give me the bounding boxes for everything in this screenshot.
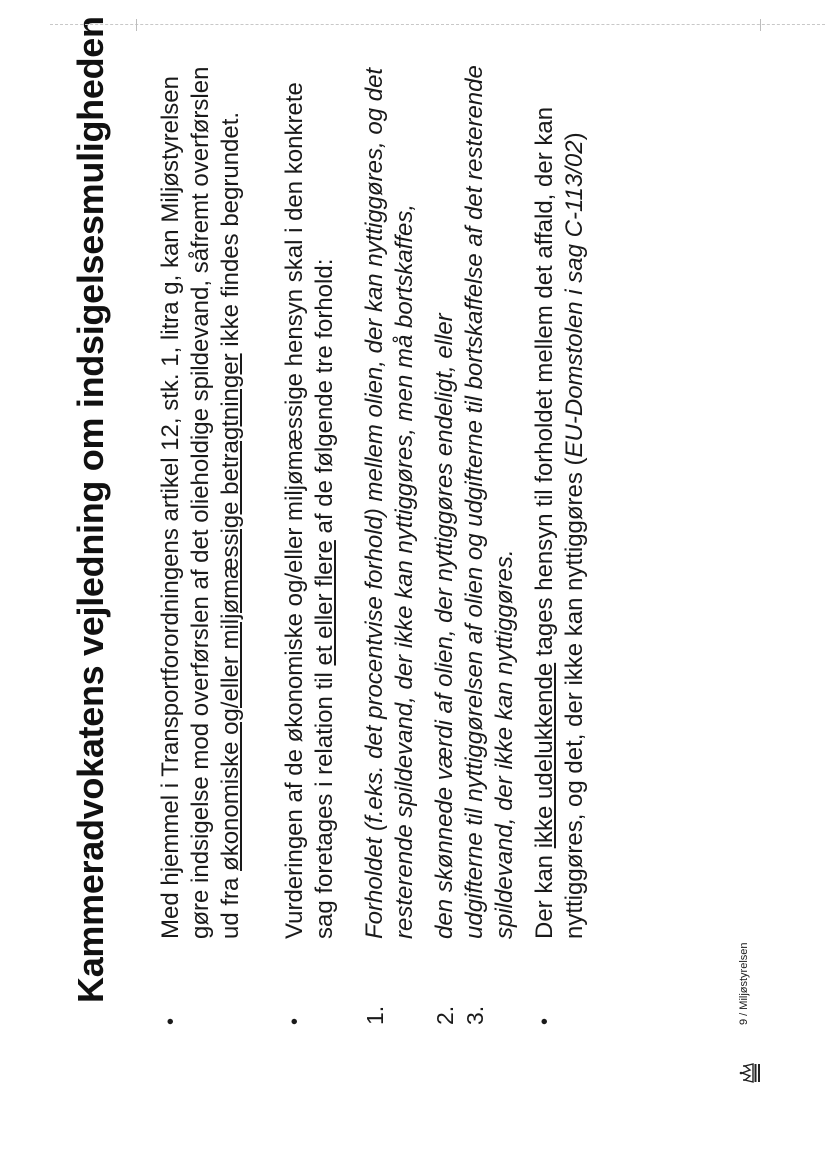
list-number: 1. bbox=[362, 1005, 388, 1025]
list-item-text: Forholdet (f.eks. det procentvise forhold) mellem olien, der kan nyttiggøres, og det resterende spildevand, der ikke kan nyttiggøres, men må bortskaffes, bbox=[361, 67, 418, 939]
footer bbox=[690, 885, 780, 1085]
numbered-list bbox=[360, 45, 520, 1025]
list-item-text: udgifterne til nyttiggørelsen af olien og udgifterne til bortskaffelse af det resterende spildevand, der ikke kan nyttiggøres. bbox=[461, 65, 518, 939]
bullet-marker: • bbox=[160, 1017, 182, 1025]
text-segment: Der kan bbox=[531, 848, 558, 939]
underlined-phrase: et eller flere bbox=[311, 540, 338, 666]
fold-divider bbox=[50, 24, 826, 25]
list-item bbox=[430, 45, 460, 1025]
paragraph-konklusion bbox=[530, 45, 590, 1025]
text-segment: Vurderingen af de økonomiske og/eller miljømæssige hensyn skal i den konkrete sag foretages i relation til bbox=[281, 82, 338, 939]
rotated-slide bbox=[60, 0, 780, 1085]
paragraph-text bbox=[156, 45, 246, 939]
crown-logo-icon bbox=[738, 1061, 762, 1085]
list-number: 3. bbox=[462, 1005, 488, 1025]
fold-tick bbox=[136, 19, 137, 31]
paragraph-text bbox=[530, 45, 590, 939]
paragraph-hjemmel bbox=[156, 45, 246, 1025]
case-reference: EU-Domstolen i sag C-113/02 bbox=[561, 140, 588, 458]
text-segment: ) bbox=[561, 132, 588, 141]
text-segment: af de følgende tre forhold: bbox=[311, 258, 338, 541]
footer-text: 9 / Miljøstyrelsen bbox=[738, 942, 750, 1025]
list-item bbox=[360, 45, 420, 1025]
paragraph-text bbox=[280, 45, 340, 939]
page-title: Kammeradvokatens vejledning om indsigelsesmuligheden bbox=[70, 16, 111, 1003]
text-segment: Med hjemmel i Transportforordningens artikel 12, stk. 1, litra g, kan Miljøstyrelsen gøre indsigelse mod overførslen af det olieholdige spildevand, såfremt overførslen ud fra bbox=[157, 66, 244, 939]
underlined-phrase: ikke udelukkende bbox=[531, 662, 558, 849]
paragraph-vurdering bbox=[280, 45, 340, 1025]
bullet-marker: • bbox=[534, 1017, 556, 1025]
text-segment: tages hensyn til forholdet mellem det affald, der kan nyttiggøres, og det, der ikke kan nyttiggøres ( bbox=[531, 106, 588, 939]
underlined-phrase: økonomiske og/eller miljømæssige betragtninger bbox=[217, 353, 244, 871]
list-item bbox=[460, 45, 520, 1025]
list-item-text: den skønnede værdi af olien, der nyttiggøres endeligt, eller bbox=[431, 313, 458, 939]
bullet-marker: • bbox=[284, 1017, 306, 1025]
fold-tick bbox=[760, 19, 761, 31]
text-segment: ikke findes begrundet. bbox=[217, 111, 244, 354]
list-number: 2. bbox=[432, 1005, 458, 1025]
